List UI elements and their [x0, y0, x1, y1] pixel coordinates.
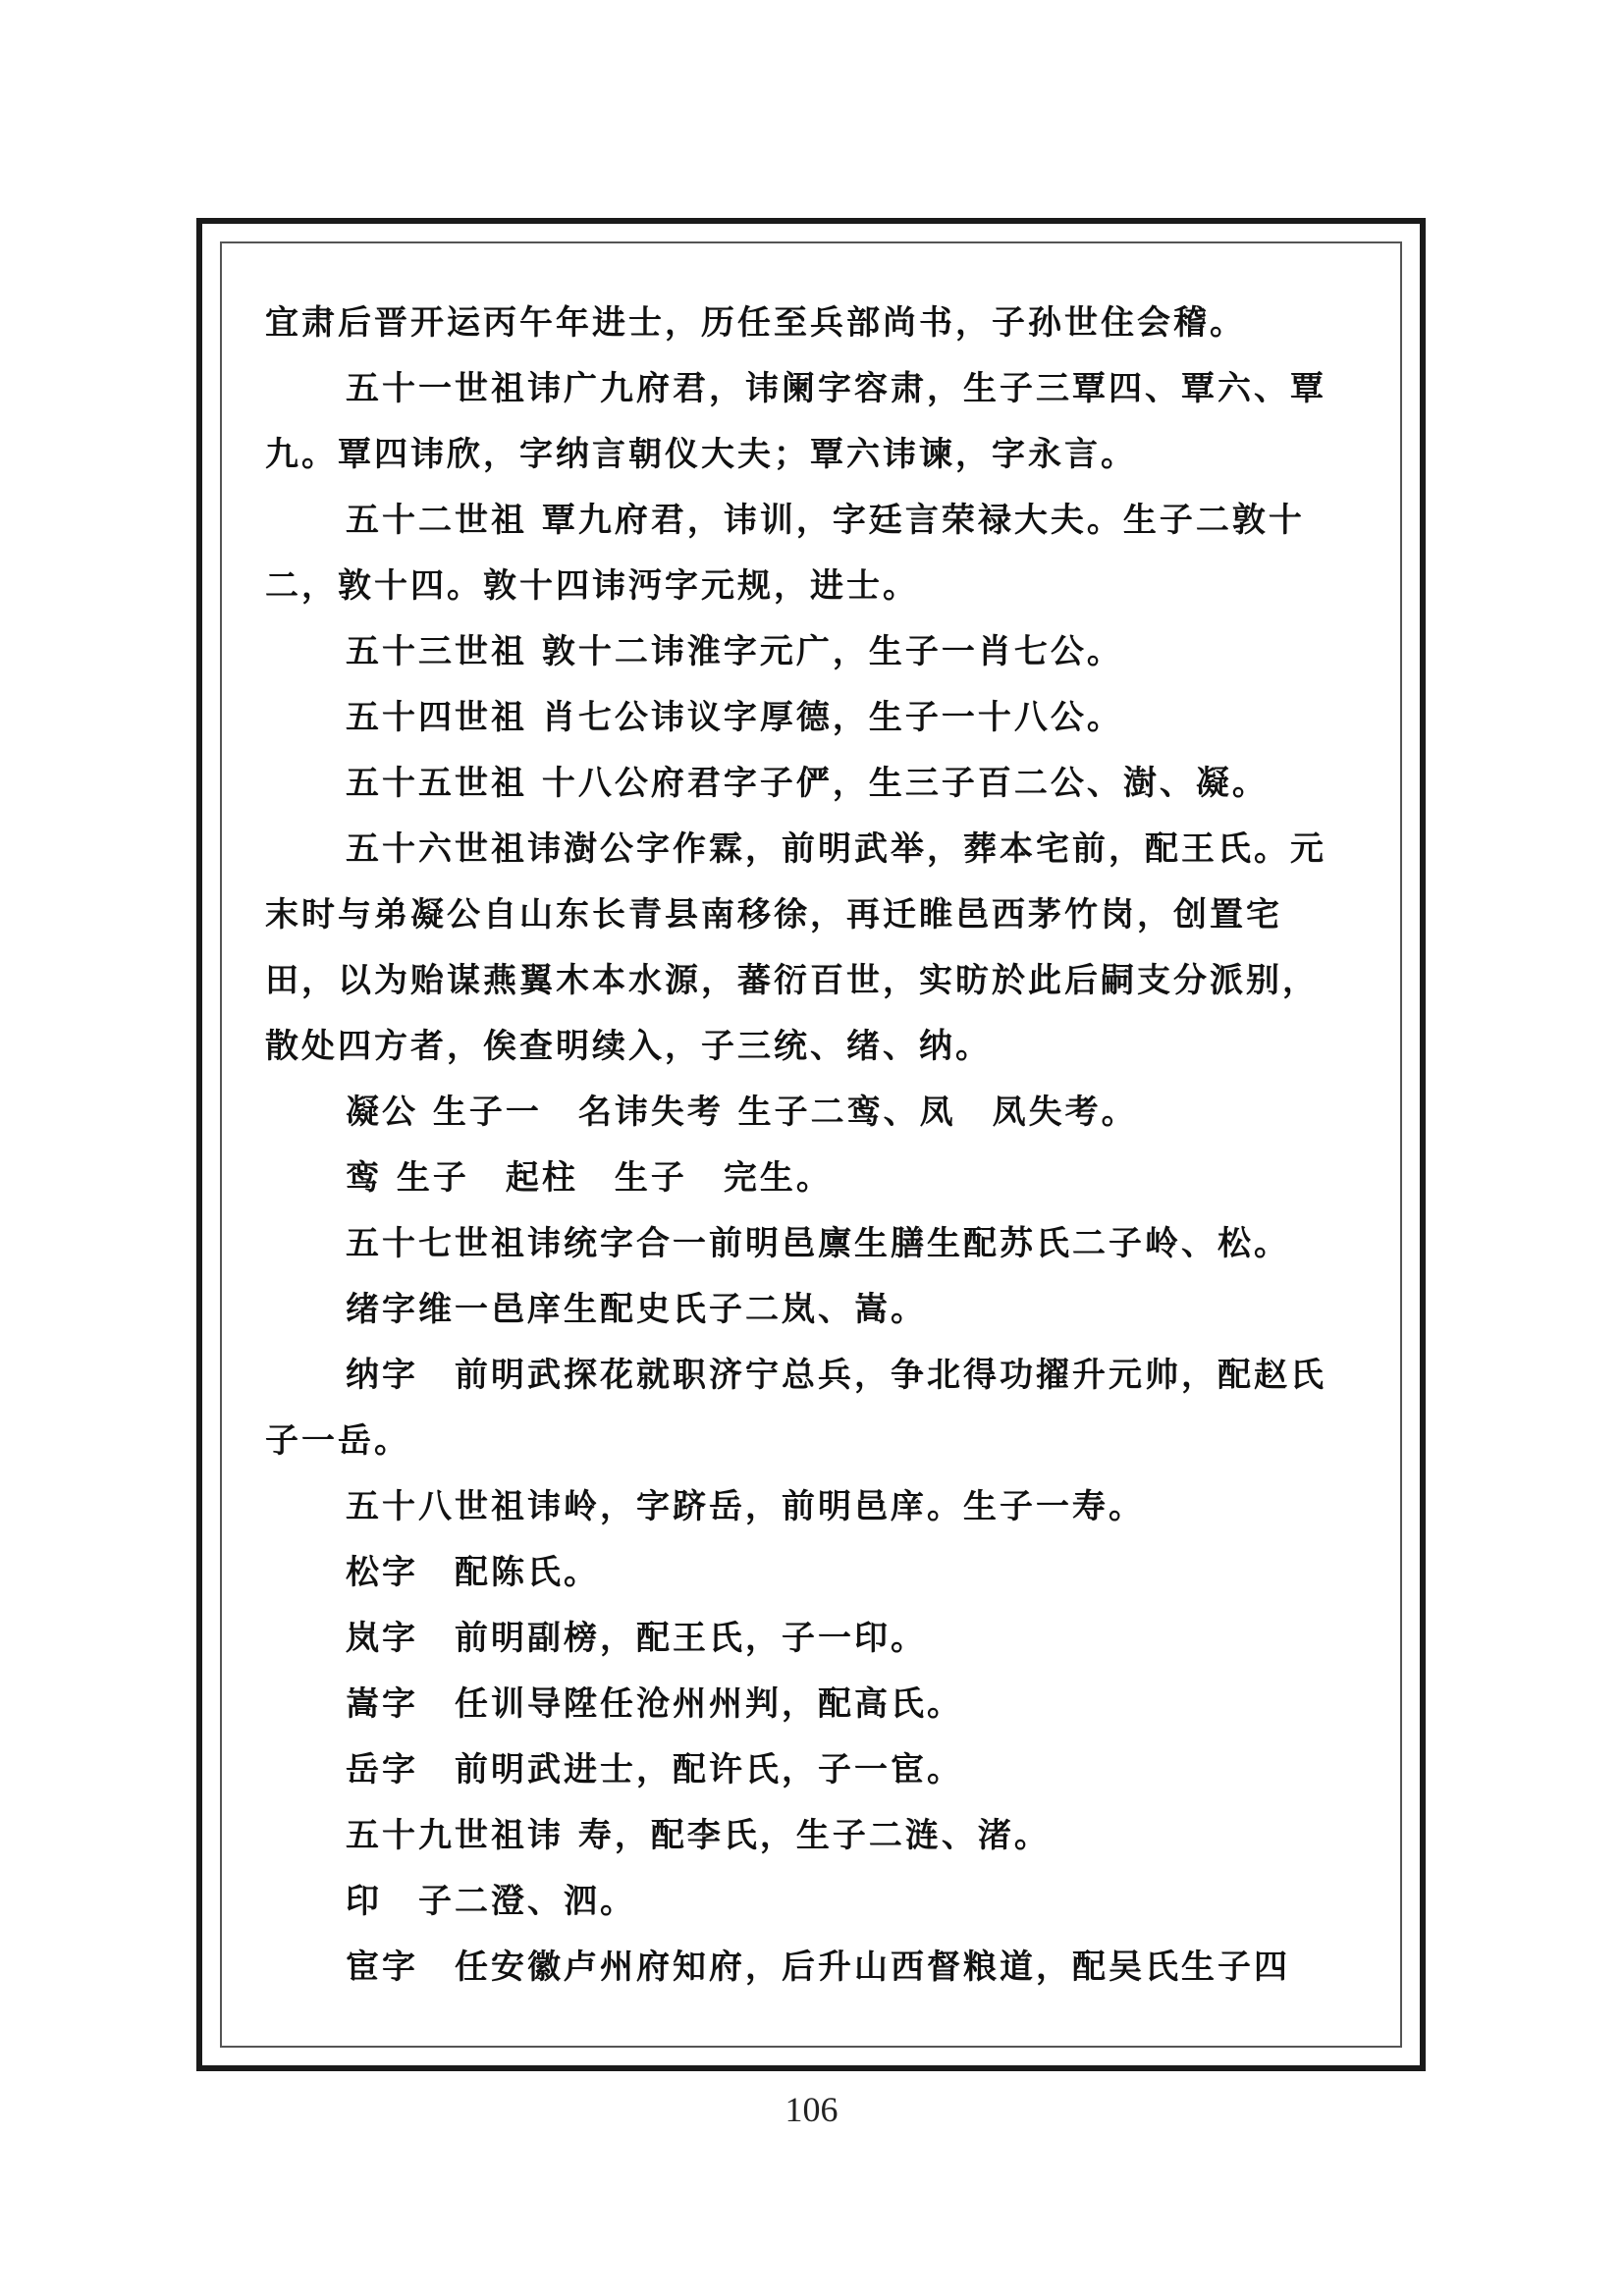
text-line: 松字 配陈氏。 [346, 1553, 600, 1592]
text-line: 五十七世祖讳统字合一前明邑廪生膳生配苏氏二子岭、松。 [346, 1224, 1290, 1263]
genealogy-text-body [265, 291, 1357, 2001]
text-line: 五十八世祖讳岭，字跻岳，前明邑庠。生子一寿。 [346, 1487, 1145, 1526]
text-line: 田，以为贻谋燕翼木本水源，蕃衍百世，实昉於此后嗣支分派别， [265, 961, 1319, 1000]
text-line: 九。覃四讳欣，字纳言朝仪大夫；覃六讳谏，字永言。 [265, 435, 1137, 474]
text-line: 五十五世祖 十八公府君字子俨，生三子百二公、澍、凝。 [346, 764, 1269, 803]
text-line: 五十三世祖 敦十二讳淮字元广，生子一肖七公。 [346, 632, 1123, 671]
text-line: 五十九世祖讳 寿，配李氏，生子二涟、渚。 [346, 1816, 1051, 1855]
text-line: 凝公 生子一 名讳失考 生子二鸾、凤 凤失考。 [346, 1093, 1138, 1132]
text-line: 宦字 任安徽卢州府知府，后升山西督粮道，配吴氏生子四 [346, 1948, 1290, 1987]
text-line: 五十六世祖讳澍公字作霖，前明武举，葬本宅前，配王氏。元 [346, 829, 1326, 869]
text-line: 宜肃后晋开运丙午年进士，历任至兵部尚书，子孙世住会稽。 [265, 303, 1246, 343]
text-line: 子一岳。 [265, 1421, 410, 1461]
text-line: 绪字维一邑庠生配史氏子二岚、嵩。 [346, 1290, 927, 1329]
text-line: 二，敦十四。敦十四讳沔字元规，进士。 [265, 566, 919, 606]
text-line: 鸾 生子 起柱 生子 完生。 [346, 1158, 833, 1198]
text-line: 五十一世祖讳广九府君，讳阑字容肃，生子三覃四、覃六、覃 [346, 369, 1326, 408]
text-line: 纳字 前明武探花就职济宁总兵，争北得功擢升元帅，配赵氏 [346, 1356, 1326, 1395]
text-line: 散处四方者，俟查明续入，子三统、绪、纳。 [265, 1027, 992, 1066]
text-line: 岚字 前明副榜，配王氏，子一印。 [346, 1619, 927, 1658]
text-line: 嵩字 任训导陞任沧州州判，配高氏。 [346, 1684, 963, 1724]
text-line: 末时与弟凝公自山东长青县南移徐，再迁睢邑西茅竹岗，创置宅 [265, 895, 1282, 934]
text-line: 五十二世祖 覃九府君，讳训，字廷言荣禄大夫。生子二敦十 [346, 501, 1305, 540]
page-number: 106 [784, 2090, 839, 2129]
text-line: 五十四世祖 肖七公讳议字厚德，生子一十八公。 [346, 698, 1123, 737]
text-line: 印 子二澄、泗。 [346, 1882, 636, 1921]
text-line: 岳字 前明武进士，配许氏，子一宦。 [346, 1750, 963, 1789]
